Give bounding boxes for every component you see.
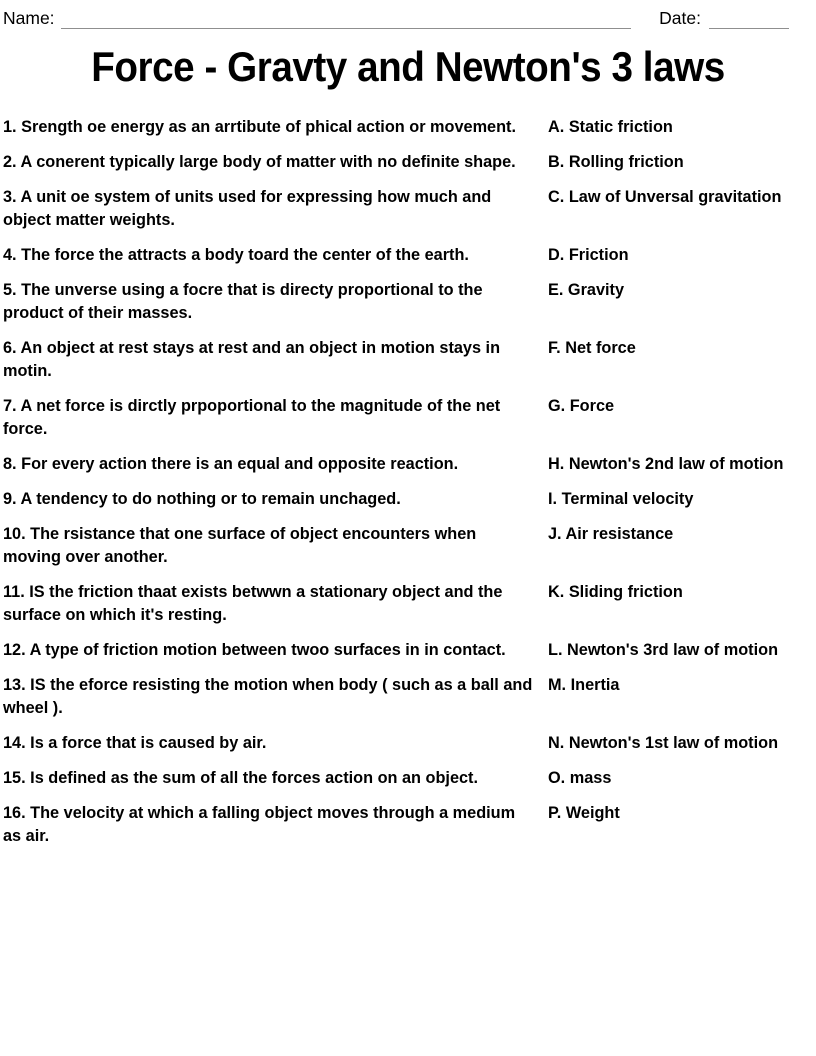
answer-letter: B. [548,153,565,171]
match-row [3,116,813,139]
question-number: 8. [3,455,17,473]
match-row [3,279,813,325]
answer-letter: A. [548,118,565,136]
match-row [3,395,813,441]
question-text: 5. The unverse using a focre that is directy proportional to the product of their masses. [3,281,483,322]
answer-text: H. Newton's 2nd law of motion [548,455,784,473]
answer-text: K. Sliding friction [548,583,683,601]
question-text: 4. The force the attracts a body toard the center of the earth. [3,246,469,264]
answer-letter: E. [548,281,564,299]
question-text: 11. IS the friction thaat exists betwwn a stationary object and the surface on which it's resting. [3,583,503,624]
question-number: 14. [3,734,26,752]
answer-text: D. Friction [548,246,629,264]
name-label: Name: [3,8,55,28]
answer-letter: N. [548,734,565,752]
match-row [3,488,813,511]
name-blank-line [61,9,632,29]
match-row [3,453,813,476]
question-number: 3. [3,188,17,206]
answer-letter: L. [548,641,563,659]
match-row [3,674,813,720]
answer-text: M. Inertia [548,676,620,694]
answer-text: F. Net force [548,339,636,357]
answer-text: O. mass [548,769,612,787]
question-number: 6. [3,339,17,357]
question-text: 8. For every action there is an equal and opposite reaction. [3,455,459,473]
match-row [3,767,813,790]
answer-letter: K. [548,583,565,601]
question-text: 13. IS the eforce resisting the motion when body ( such as a ball and wheel ). [3,676,533,717]
question-text: 12. A type of friction motion between twoo surfaces in in contact. [3,641,506,659]
match-row [3,337,813,383]
answer-text: N. Newton's 1st law of motion [548,734,779,752]
answer-text: E. Gravity [548,281,625,299]
match-row [3,732,813,755]
answer-letter: J. [548,525,562,543]
date-blank-line [709,9,789,29]
question-number: 11. [3,583,25,601]
question-text: 16. The velocity at which a falling object moves through a medium as air. [3,804,516,845]
answer-letter: G. [548,397,566,415]
answer-letter: D. [548,246,565,264]
question-text: 10. The rsistance that one surface of object encounters when moving over another. [3,525,477,566]
match-row [3,186,813,232]
answer-text: C. Law of Unversal gravitation [548,188,782,206]
date-label: Date: [659,8,701,28]
answer-letter: O. [548,769,566,787]
answer-letter: F. [548,339,561,357]
answer-text: A. Static friction [548,118,673,136]
answer-text: G. Force [548,397,615,415]
name-date-header [3,5,813,29]
answer-letter: H. [548,455,565,473]
question-number: 9. [3,490,17,508]
match-row [3,639,813,662]
question-text: 6. An object at rest stays at rest and an object in motion stays in motin. [3,339,501,380]
question-number: 10. [3,525,26,543]
answer-letter: P. [548,804,562,822]
question-number: 5. [3,281,17,299]
question-text: 14. Is a force that is caused by air. [3,734,267,752]
question-text: 15. Is defined as the sum of all the forces action on an object. [3,769,478,787]
question-text: 2. A conerent typically large body of matter with no definite shape. [3,153,516,171]
question-text: 7. A net force is dirctly prpoportional to the magnitude of the net force. [3,397,501,438]
answer-text: L. Newton's 3rd law of motion [548,641,779,659]
answer-text: B. Rolling friction [548,153,684,171]
question-number: 15. [3,769,26,787]
question-number: 7. [3,397,17,415]
question-number: 2. [3,153,17,171]
question-text: 1. Srength oe energy as an arrtibute of phical action or movement. [3,118,517,136]
question-number: 1. [3,118,17,136]
question-number: 16. [3,804,26,822]
answer-letter: M. [548,676,567,694]
match-row [3,802,813,848]
question-text: 3. A unit oe system of units used for expressing how much and object matter weights. [3,188,492,229]
matching-list [3,116,813,848]
question-text: 9. A tendency to do nothing or to remain unchaged. [3,490,401,508]
answer-text: J. Air resistance [548,525,674,543]
question-number: 4. [3,246,17,264]
match-row [3,523,813,569]
match-row [3,581,813,627]
answer-letter: I. [548,490,558,508]
answer-text: P. Weight [548,804,620,822]
answer-letter: C. [548,188,565,206]
question-number: 13. [3,676,26,694]
answer-text: I. Terminal velocity [548,490,694,508]
match-row [3,244,813,267]
match-row [3,151,813,174]
question-number: 12. [3,641,26,659]
worksheet-title: Force - Gravty and Newton's 3 laws [91,43,725,90]
